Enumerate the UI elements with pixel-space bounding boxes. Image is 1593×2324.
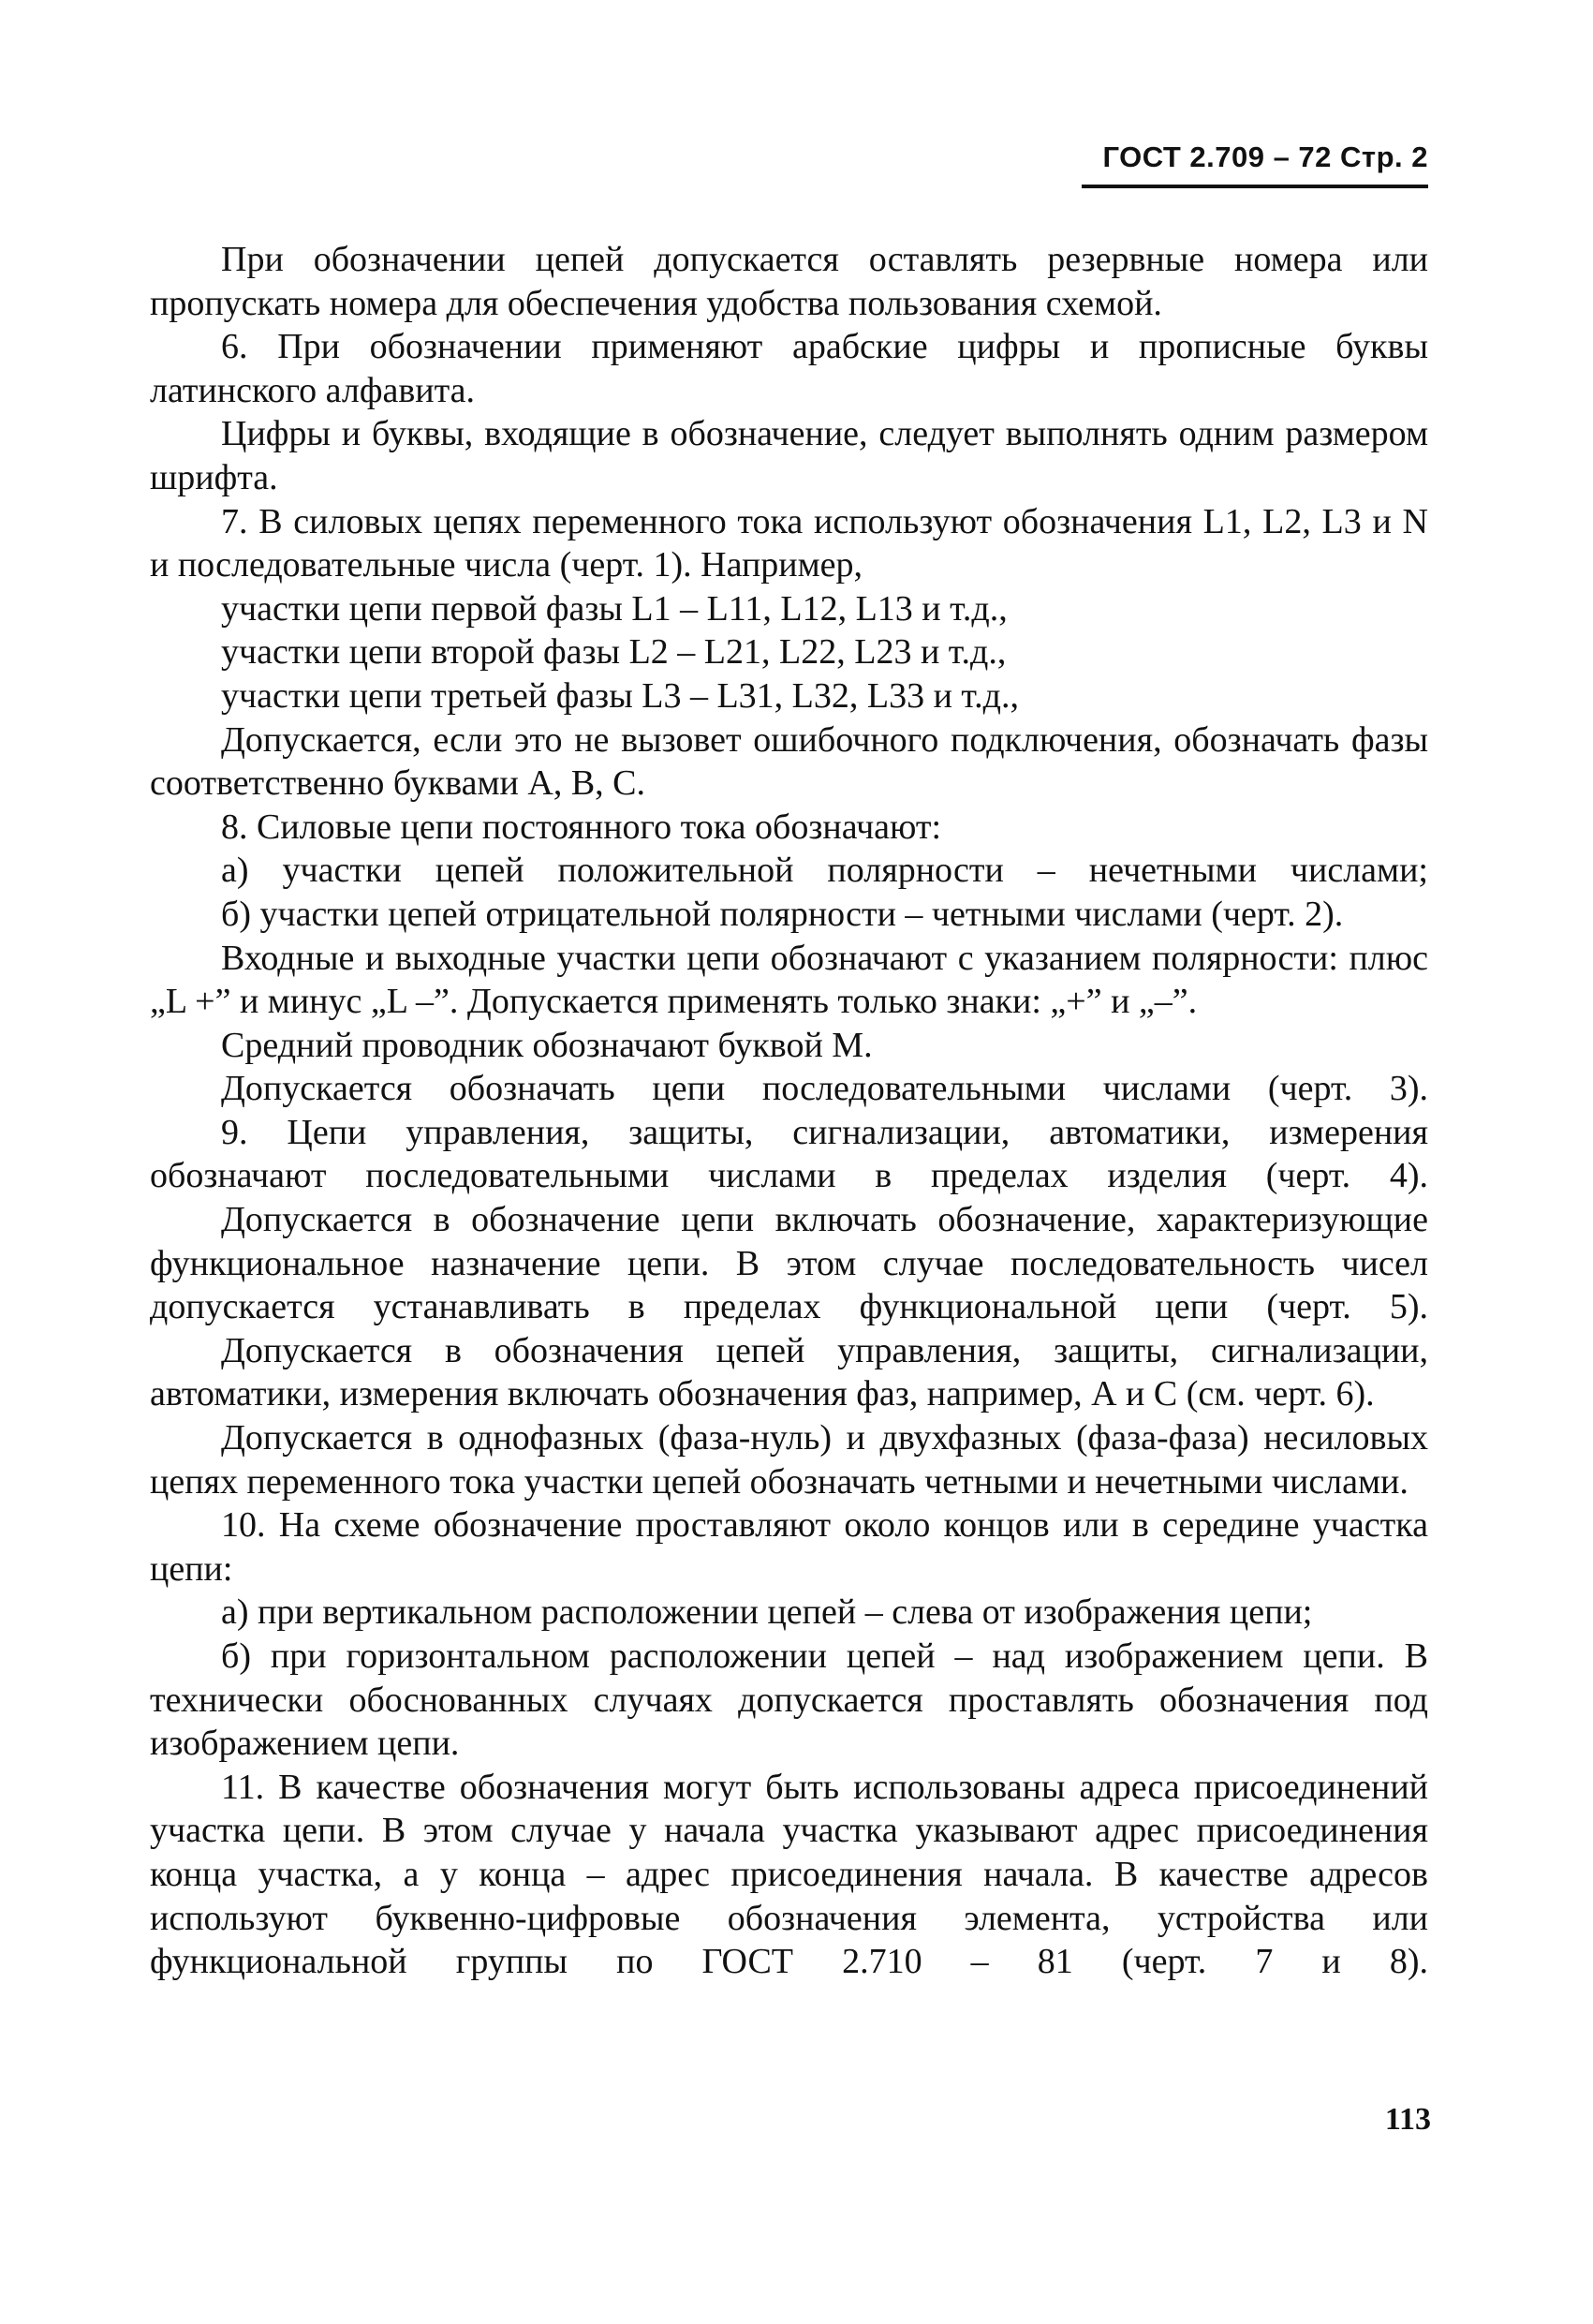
paragraph: 7. В силовых цепях переменного тока используют обозначения L1, L2, L3 и N и последовательные числа (черт. 1). Например,: [150, 501, 1428, 585]
paragraph: Средний проводник обозначают буквой М.: [221, 1025, 873, 1065]
example-line: участки цепи второй фазы L2 – L21, L22, L23 и т.д.,: [221, 632, 1007, 673]
list-item: б) при горизонтальном расположении цепей – над изображением цепи. В технически обоснованных случаях допускается проставлять обозначения под изображением цепи.: [150, 1636, 1428, 1764]
paragraph: 11. В качестве обозначения могут быть использованы адреса присоединений участка цепи. В этом случае у начала участка указывают адрес присоединения конца участка, а у конца – адрес присоединения начала. В качестве адресов используют буквенно-цифровые обозначения элемента, устройства или функциональной группы по ГОСТ 2.710 – 81 (черт. 7 и 8).: [150, 1767, 1428, 1982]
page-number: 113: [1384, 2102, 1431, 2137]
paragraph: Допускается в обозначения цепей управления, защиты, сигнализации, автоматики, измерения включать обозначения фаз, например, А и С (см. черт. 6).: [150, 1330, 1428, 1414]
paragraph: Допускается, если это не вызовет ошибочного подключения, обозначать фазы соответственно буквами А, В, С.: [150, 719, 1428, 804]
paragraph: При обозначении цепей допускается оставлять резервные номера или пропускать номера для обеспечения удобства пользования схемой.: [150, 240, 1428, 323]
paragraph: Цифры и буквы, входящие в обозначение, следует выполнять одним размером шрифта.: [150, 414, 1428, 497]
paragraph: Допускается в обозначение цепи включать обозначение, характеризующие функциональное назначение цепи. В этом случае последовательность чисел допускается устанавливать в пределах функциональной цепи (черт. 5).: [150, 1200, 1428, 1327]
paragraph: 10. На схеме обозначение проставляют около концов или в середине участка цепи:: [150, 1505, 1428, 1589]
paragraph: 8. Силовые цепи постоянного тока обозначают:: [221, 807, 942, 847]
paragraph: Входные и выходные участки цепи обозначают с указанием полярности: плюс „L +” и минус „L –”. Допускается применять только знаки: „+” и „–”.: [150, 938, 1428, 1022]
paragraph: 9. Цепи управления, защиты, сигнализации, автоматики, измерения обозначают последовательными числами в пределах изделия (черт. 4).: [150, 1112, 1428, 1196]
example-line: участки цепи первой фазы L1 – L11, L12, L13 и т.д.,: [221, 588, 1008, 629]
header-rule: [1082, 185, 1428, 188]
list-item: б) участки цепей отрицательной полярности – четными числами (черт. 2).: [221, 894, 1344, 934]
paragraph: Допускается в однофазных (фаза-нуль) и двухфазных (фаза-фаза) несиловых цепях переменного тока участки цепей обозначать четными и нечетными числами.: [150, 1418, 1428, 1502]
paragraph: 6. При обозначении применяют арабские цифры и прописные буквы латинского алфавита.: [150, 327, 1428, 410]
list-item: а) при вертикальном расположении цепей – слева от изображения цепи;: [221, 1592, 1313, 1633]
body-text: [150, 238, 1428, 1984]
list-item: а) участки цепей положительной полярности – нечетными числами;: [221, 851, 1428, 891]
running-header: ГОСТ 2.709 – 72 Стр. 2: [1102, 141, 1428, 173]
example-line: участки цепи третьей фазы L3 – L31, L32, L33 и т.д.,: [221, 675, 1019, 716]
paragraph: Допускается обозначать цепи последовательными числами (черт. 3).: [221, 1069, 1428, 1109]
